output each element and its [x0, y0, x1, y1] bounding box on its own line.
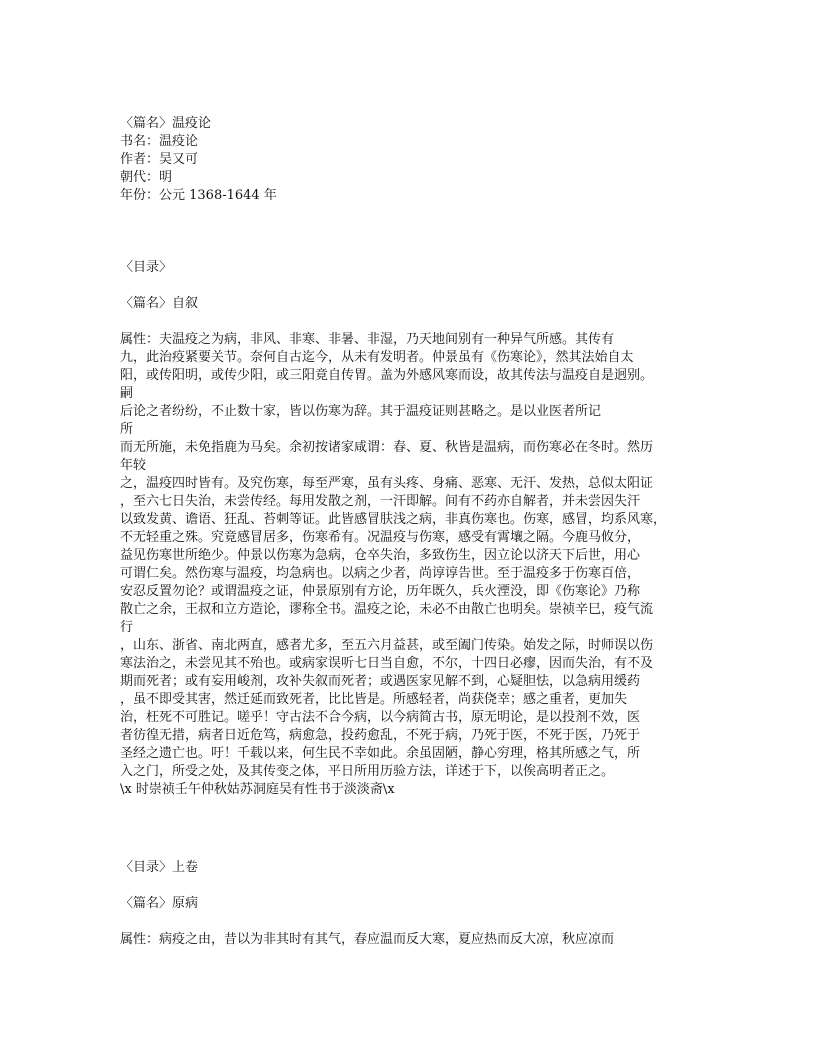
chapter-title: 〈篇名〉温疫论 [120, 116, 212, 131]
preface-line: 期而死者；或有妄用峻剂，攻补失叙而死者；或遇医家见解不到，心疑胆怯，以急病用缓药 [120, 674, 641, 689]
toc-heading: 〈目录〉 [120, 260, 173, 275]
section-first-line: 属性：病疫之由，昔以为非其时有其气，春应温而反大寒，夏应热而反大凉，秋应凉而 [120, 932, 615, 947]
preface-line: 嗣 [120, 386, 134, 401]
preface-line: 属性：夫温疫之为病，非风、非寒、非暑、非湿，乃天地间别有一种异气所感。其传有 [120, 332, 615, 347]
preface-line: 之，温疫四时皆有。及究伤寒，每至严寒，虽有头疼、身痛、恶寒、无汗、发热，总似太阳证 [120, 476, 654, 491]
preface-line: 以致发黄、谵语、狂乱、苔刺等证。此皆感冒肤浅之病，非真伤寒也。伤寒，感冒，均系风寒， [120, 512, 667, 527]
preface-line: ，山东、浙省、南北两直，感者尤多，至五六月益甚，或至阖门传染。始发之际，时师误以伤 [120, 638, 654, 653]
preface-line: 散亡之余，王叔和立方造论，谬称全书。温疫之论，未必不由散亡也明矣。崇祯辛巳，疫气流 [120, 602, 654, 617]
author-line: 作者：吴又可 [120, 152, 199, 167]
preface-line: 阳，或传阳明，或传少阳，或三阳竟自传胃。盖为外感风寒而设，故其传法与温疫自是迥别。 [120, 368, 654, 383]
preface-signature: \x 时崇祯壬午仲秋姑苏洞庭吴有性书于淡淡斋\x [120, 782, 395, 797]
preface-line: 九，此治疫紧要关节。奈何自古迄今，从未有发明者。仲景虽有《伤寒论》，然其法始自太 [120, 350, 634, 365]
preface-line: 所 [120, 422, 134, 437]
preface-line: 后论之者纷纷，不止数十家，皆以伤寒为辞。其于温疫证则甚略之。是以业医者所记 [120, 404, 602, 419]
preface-line: 而无所施，未免指鹿为马矣。余初按诸家咸谓：春、夏、秋皆是温病，而伤寒必在冬时。然历 [120, 440, 654, 455]
preface-line: 入之门，所受之处，及其传变之体，平日所用历验方法，详述于下，以俟高明者正之。 [120, 764, 615, 779]
preface-line: 不无轻重之殊。究竟感冒居多，伤寒希有。况温疫与伤寒，感受有霄壤之隔。今鹿马攸分， [120, 530, 641, 545]
preface-line: ，虽不即受其害，然迁延而致死者，比比皆是。所感轻者，尚获侥幸；感之重者，更加失 [120, 692, 628, 707]
preface-line: 益见伤寒世所绝少。仲景以伤寒为急病，仓卒失治，多致伤生，因立论以济天下后世，用心 [120, 548, 641, 563]
toc-upper-volume: 〈目录〉上卷 [120, 860, 199, 875]
years-line: 年份：公元 1368-1644 年 [120, 188, 277, 203]
preface-title: 〈篇名〉自叙 [120, 296, 199, 311]
preface-line: 者彷徨无措，病者日近危笃，病愈急，投药愈乱，不死于病，乃死于医，不死于医，乃死于 [120, 728, 641, 743]
preface-line: 行 [120, 620, 134, 635]
preface-line: 治，枉死不可胜记。嗟乎！守古法不合今病，以今病简古书，原无明论，是以投剂不效，医 [120, 710, 641, 725]
section-title: 〈篇名〉原病 [120, 896, 199, 911]
preface-line: 年较 [120, 458, 147, 473]
book-name: 书名：温疫论 [120, 134, 199, 149]
preface-line: 可谓仁矣。然伤寒与温疫，均急病也。以病之少者，尚谆谆告世。至于温疫多于伤寒百倍， [120, 566, 641, 581]
preface-line: 寒法治之，未尝见其不殆也。或病家误听七日当自愈，不尔，十四日必瘳，因而失治，有不及 [120, 656, 654, 671]
preface-line: 圣经之遗亡也。吁！千载以来，何生民不幸如此。余虽固陋，静心穷理，格其所感之气，所 [120, 746, 641, 761]
preface-line: ，至六七日失治，未尝传经。每用发散之剂，一汗即解。间有不药亦自解者，并未尝因失汗 [120, 494, 641, 509]
dynasty-line: 朝代：明 [120, 170, 173, 185]
preface-line: 安忍反置勿论？或谓温疫之证，仲景原别有方论，历年既久，兵火湮没，即《伤寒论》乃称 [120, 584, 641, 599]
